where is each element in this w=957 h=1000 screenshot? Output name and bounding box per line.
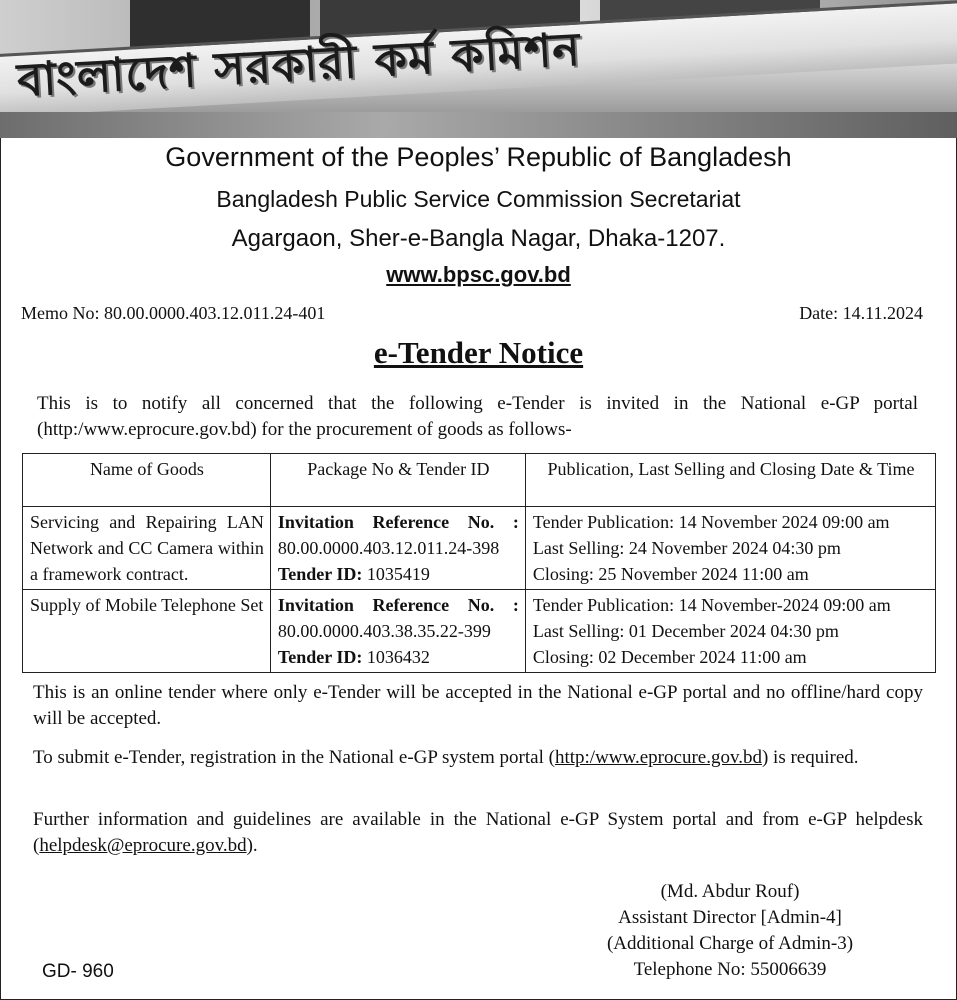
signatory-name: (Md. Abdur Rouf) (660, 881, 800, 902)
helpdesk-email-link[interactable]: helpdesk@eprocure.gov.bd (39, 835, 247, 856)
table-row (23, 590, 936, 673)
signature-block (560, 879, 900, 983)
registration-text: To submit e-Tender, registration in the National e-GP system portal ( (33, 747, 555, 768)
column-header-dates: Publication, Last Selling and Closing Date & Time (525, 454, 935, 507)
invitation-ref-label: Invitation Reference No. : (277, 512, 519, 532)
registration-text-end: ) is required. (761, 747, 859, 768)
column-header-goods: Name of Goods (23, 454, 271, 507)
table-row (23, 507, 936, 590)
invitation-ref-label: Invitation Reference No. : (277, 595, 519, 615)
online-tender-paragraph: This is an online tender where only e-Tender will be accepted in the National e-GP portal and no offline/hard copy will be accepted. (33, 682, 923, 729)
secretariat-title: Bangladesh Public Service Commission Secretariat (216, 186, 741, 212)
invitation-ref-value: 80.00.0000.403.12.011.24-398 (277, 538, 500, 558)
header-banner-photo (0, 0, 957, 138)
tender-id-value: 1035419 (366, 564, 430, 584)
publication-date: Tender Publication: 14 November 2024 09:00 am (532, 512, 890, 532)
package-cell (270, 590, 525, 673)
dates-cell (525, 507, 935, 590)
goods-name: Servicing and Repairing LAN Network and CC Camera within a framework contract. (23, 507, 271, 590)
table-header-row (23, 454, 936, 507)
column-header-package: Package No & Tender ID (270, 454, 525, 507)
tender-table (22, 453, 936, 673)
intro-paragraph: This is to notify all concerned that the following e-Tender is invited in the National e-GP portal (http:/www.eprocure.gov.bd) for the procurement of goods as follows- (37, 393, 918, 440)
banner-sign-text: বাংলাদেশ সরকারী কর্ম কমিশন (15, 21, 583, 108)
government-title: Government of the Peoples’ Republic of Bangladesh (165, 142, 792, 172)
helpdesk-text-end: ). (246, 835, 258, 856)
closing-date: Closing: 25 November 2024 11:00 am (532, 564, 809, 584)
tender-id-label: Tender ID: (277, 564, 363, 584)
signatory-phone: Telephone No: 55006639 (633, 959, 827, 980)
egp-portal-link[interactable]: http:/www.eprocure.gov.bd (554, 747, 762, 768)
tender-id-value: 1036432 (366, 647, 430, 667)
goods-name: Supply of Mobile Telephone Set (23, 590, 271, 673)
last-selling-date: Last Selling: 24 November 2024 04:30 pm (532, 538, 841, 558)
registration-paragraph (33, 745, 923, 771)
memo-number: Memo No: 80.00.0000.403.12.011.24-401 (21, 303, 326, 323)
notice-date: Date: 14.11.2024 (799, 303, 923, 323)
publication-date: Tender Publication: 14 November-2024 09:00 am (532, 595, 891, 615)
invitation-ref-value: 80.00.0000.403.38.35.22-399 (277, 621, 491, 641)
address: Agargaon, Sher-e-Bangla Nagar, Dhaka-1207. (231, 225, 726, 252)
website-link[interactable]: www.bpsc.gov.bd (386, 262, 571, 287)
notice-title: e-Tender Notice (373, 335, 584, 370)
signatory-designation: Assistant Director [Admin-4] (618, 907, 842, 928)
last-selling-date: Last Selling: 01 December 2024 04:30 pm (532, 621, 839, 641)
tender-id-label: Tender ID: (277, 647, 363, 667)
package-cell (270, 507, 525, 590)
helpdesk-paragraph (33, 807, 923, 859)
helpdesk-text: Further information and guidelines are available in the National e-GP System portal and from e-GP helpdesk ( (33, 809, 923, 856)
closing-date: Closing: 02 December 2024 11:00 am (532, 647, 807, 667)
signatory-additional-charge: (Additional Charge of Admin-3) (606, 933, 854, 954)
dates-cell (525, 590, 935, 673)
gd-code: GD- 960 (42, 961, 114, 982)
